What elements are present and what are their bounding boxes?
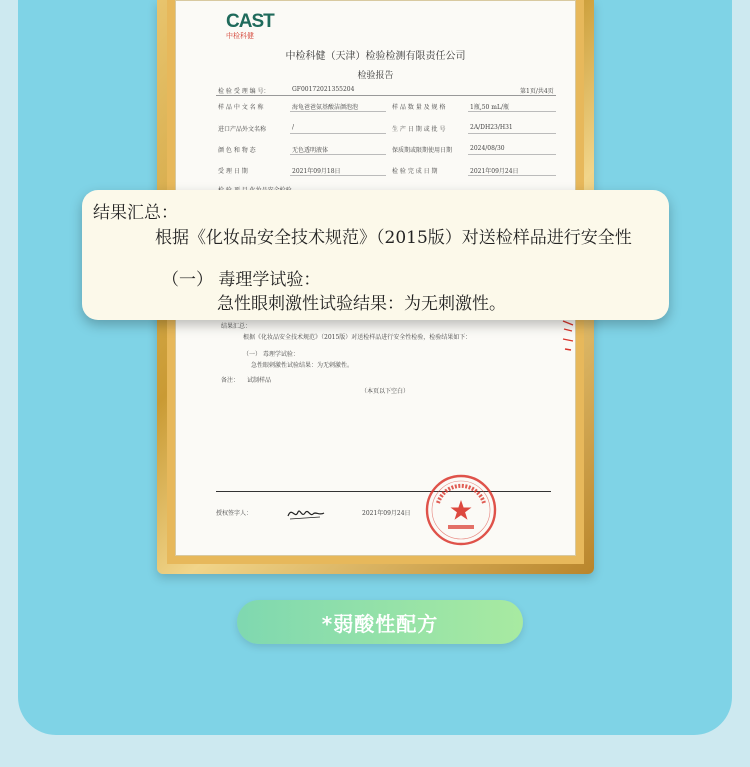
row-rule <box>468 175 556 176</box>
row-4-right-label: 检 验 完 成 日 期 <box>392 168 438 175</box>
row-rule <box>290 133 386 134</box>
remark-label: 备注： <box>221 377 240 384</box>
summary-label: 结果汇总： <box>221 323 252 330</box>
row-3-left-label: 颜 色 和 物 态 <box>218 147 256 154</box>
mag-summary-text: 根据《化妆品安全技术规范》（2015版）对送检样品进行安全性 <box>155 228 632 248</box>
row-4-right-value: 2021年09月24日 <box>470 168 519 175</box>
report-title: 检验报告 <box>357 71 394 81</box>
row-1-right-label: 样 品 数 量 及 规 格 <box>392 104 446 111</box>
mag-tox-result: 急性眼刺激性试验结果：为无刺激性。 <box>217 294 506 314</box>
row-1-left-label: 样 品 中 文 名 称 <box>218 104 264 111</box>
mag-tox-title: （一） 毒理学试验： <box>162 270 321 290</box>
blank-note: （本页以下空白） <box>361 388 410 395</box>
remark-value: 试制样品 <box>246 377 271 384</box>
row-2-left-value: / <box>292 124 295 131</box>
magnified-summary-card <box>82 190 669 320</box>
row-rule <box>290 175 386 176</box>
page-number: 第1页/共4页 <box>520 88 554 95</box>
row-rule <box>290 111 386 112</box>
report-no-label: 检 验 受 理 编 号： <box>218 88 270 95</box>
badge-label: *弱酸性配方 <box>321 611 439 636</box>
header-rule <box>216 95 556 96</box>
tox-title: （一） 毒理学试验： <box>243 351 299 358</box>
row-rule <box>468 154 556 155</box>
row-1-right-value: 1瓶,50 mL/瓶 <box>470 104 509 111</box>
row-4-left-value: 2021年09月18日 <box>292 168 341 175</box>
row-1-left-value: 海龟爸爸氨基酸洁颜泡泡 <box>292 104 359 111</box>
summary-text: 根据《化妆品安全技术规范》（2015版）对送检样品进行安全性检验，检验结果如下： <box>243 334 472 341</box>
logo-text: CAST <box>226 11 274 32</box>
row-2-left-label: 进口产品外文名称 <box>218 126 267 133</box>
row-3-left-value: 无色透明液体 <box>292 147 329 154</box>
logo-subtext: 中检科健 <box>226 32 254 40</box>
tox-result: 急性眼刺激性试验结果：为无刺激性。 <box>251 362 354 369</box>
mag-summary-label: 结果汇总： <box>93 203 178 223</box>
row-rule <box>290 154 386 155</box>
company-name: 中检科健（天津）检验检测有限责任公司 <box>285 51 466 62</box>
row-4-left-label: 受 理 日 期 <box>218 168 248 175</box>
row-3-right-value: 2024/08/30 <box>470 145 505 152</box>
official-seal-icon <box>424 473 498 547</box>
sign-label: 授权签字人： <box>216 510 253 517</box>
cast-logo <box>226 11 274 41</box>
signature-rule <box>216 491 551 492</box>
row-2-right-label: 生 产 日 期 或 批 号 <box>392 126 446 133</box>
sign-date: 2021年09月24日 <box>362 510 411 517</box>
handwritten-signature-icon <box>286 504 326 522</box>
side-stamp-icon <box>561 319 575 353</box>
report-no: GF00172021355204 <box>292 86 355 93</box>
weak-acid-formula-badge <box>237 600 523 644</box>
certificate-summary <box>221 321 471 397</box>
row-2-right-value: 2A/DH23/H31 <box>470 124 513 131</box>
row-3-right-label: 保质期或限期使用日期 <box>392 147 453 154</box>
row-rule <box>468 133 556 134</box>
row-rule <box>468 111 556 112</box>
